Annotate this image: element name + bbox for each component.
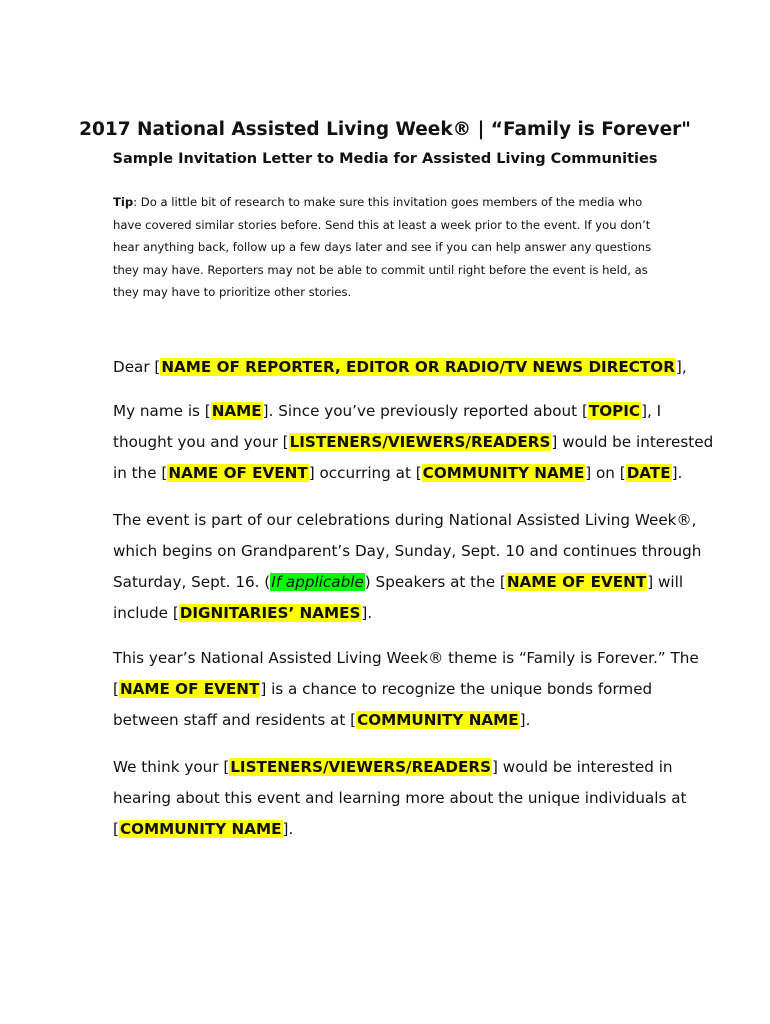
intro-line-1 <box>113 396 673 427</box>
document-title: 2017 National Assisted Living Week® | “Family is Forever" <box>79 119 691 140</box>
event-line-3 <box>113 567 684 598</box>
placeholder-if-applicable: If applicable <box>271 573 364 591</box>
text-run: in the [ <box>113 464 168 482</box>
tip-label: Tip <box>113 195 134 209</box>
theme-paragraph <box>113 643 699 736</box>
closing-paragraph <box>113 752 687 845</box>
text-run: include [ <box>113 604 179 622</box>
placeholder-topic: TOPIC <box>588 402 641 420</box>
salutation-line <box>113 352 687 383</box>
text-run: ]. <box>671 464 683 482</box>
text-run: between staff and residents at [ <box>113 711 357 729</box>
event-paragraph <box>113 505 702 629</box>
text-run: ] will <box>647 573 684 591</box>
text-run: ]. Since you’ve previously reported about [ <box>262 402 588 420</box>
text-run: ] occurring at [ <box>308 464 422 482</box>
event-line-2: which begins on Grandparent’s Day, Sunday, Sept. 10 and continues through <box>113 542 702 560</box>
placeholder-community-name: COMMUNITY NAME <box>422 464 585 482</box>
intro-line-2 <box>113 427 714 458</box>
text-run: ] would be interested <box>551 433 714 451</box>
text-run: We think your [ <box>113 758 230 776</box>
text-run: Saturday, Sept. 16. ( <box>113 573 271 591</box>
text-run: [ <box>113 820 119 838</box>
text-run: ], I <box>641 402 662 420</box>
intro-line-3 <box>113 458 683 489</box>
placeholder-name: NAME <box>211 402 262 420</box>
placeholder-audience: LISTENERS/VIEWERS/READERS <box>230 758 492 776</box>
text-run: ]. <box>519 711 531 729</box>
event-line-1: The event is part of our celebrations during National Assisted Living Week®, <box>113 511 697 529</box>
closing-line-2: hearing about this event and learning more about the unique individuals at <box>113 789 687 807</box>
placeholder-community-name: COMMUNITY NAME <box>357 711 519 729</box>
placeholder-recipient-name: NAME OF REPORTER, EDITOR OR RADIO/TV NEWS DIRECTOR <box>161 358 675 376</box>
salutation <box>113 352 687 383</box>
event-line-4 <box>113 598 673 629</box>
text-run: ]. <box>361 604 373 622</box>
text-run: [ <box>113 680 119 698</box>
placeholder-event-name: NAME OF EVENT <box>506 573 647 591</box>
placeholder-community-name: COMMUNITY NAME <box>119 820 282 838</box>
tip-text: : Do a little bit of research to make sure this invitation goes members of the media who have covered similar stories before. Send this at least a week prior to the event. If you don’t hear anything back, follow up a few days later and see if you can help answer any questions they may have. Reporters may not be able to commit until right before the event is held, as they may have to prioritize other stories. <box>113 195 652 300</box>
theme-line-1: This year’s National Assisted Living Week® theme is “Family is Forever.” The <box>113 649 699 667</box>
closing-line-3 <box>113 814 673 845</box>
salutation-post: ], <box>675 358 687 376</box>
text-run: ) Speakers at the [ <box>364 573 506 591</box>
theme-line-3 <box>113 705 673 736</box>
tip-paragraph <box>113 191 658 304</box>
placeholder-event-name: NAME OF EVENT <box>119 680 260 698</box>
text-run: thought you and your [ <box>113 433 289 451</box>
text-run: ] is a chance to recognize the unique bonds formed <box>260 680 653 698</box>
document-subtitle: Sample Invitation Letter to Media for Assisted Living Communities <box>112 151 658 167</box>
salutation-pre: Dear [ <box>113 358 161 376</box>
placeholder-audience: LISTENERS/VIEWERS/READERS <box>289 433 551 451</box>
theme-line-2 <box>113 674 673 705</box>
text-run: My name is [ <box>113 402 211 420</box>
closing-line-1 <box>113 752 673 783</box>
placeholder-date: DATE <box>626 464 671 482</box>
text-run: ] would be interested in <box>492 758 673 776</box>
placeholder-dignitaries-names: DIGNITARIES’ NAMES <box>179 604 361 622</box>
text-run: ] on [ <box>585 464 626 482</box>
text-run: ]. <box>282 820 294 838</box>
placeholder-event-name: NAME OF EVENT <box>168 464 308 482</box>
intro-paragraph <box>113 396 714 489</box>
